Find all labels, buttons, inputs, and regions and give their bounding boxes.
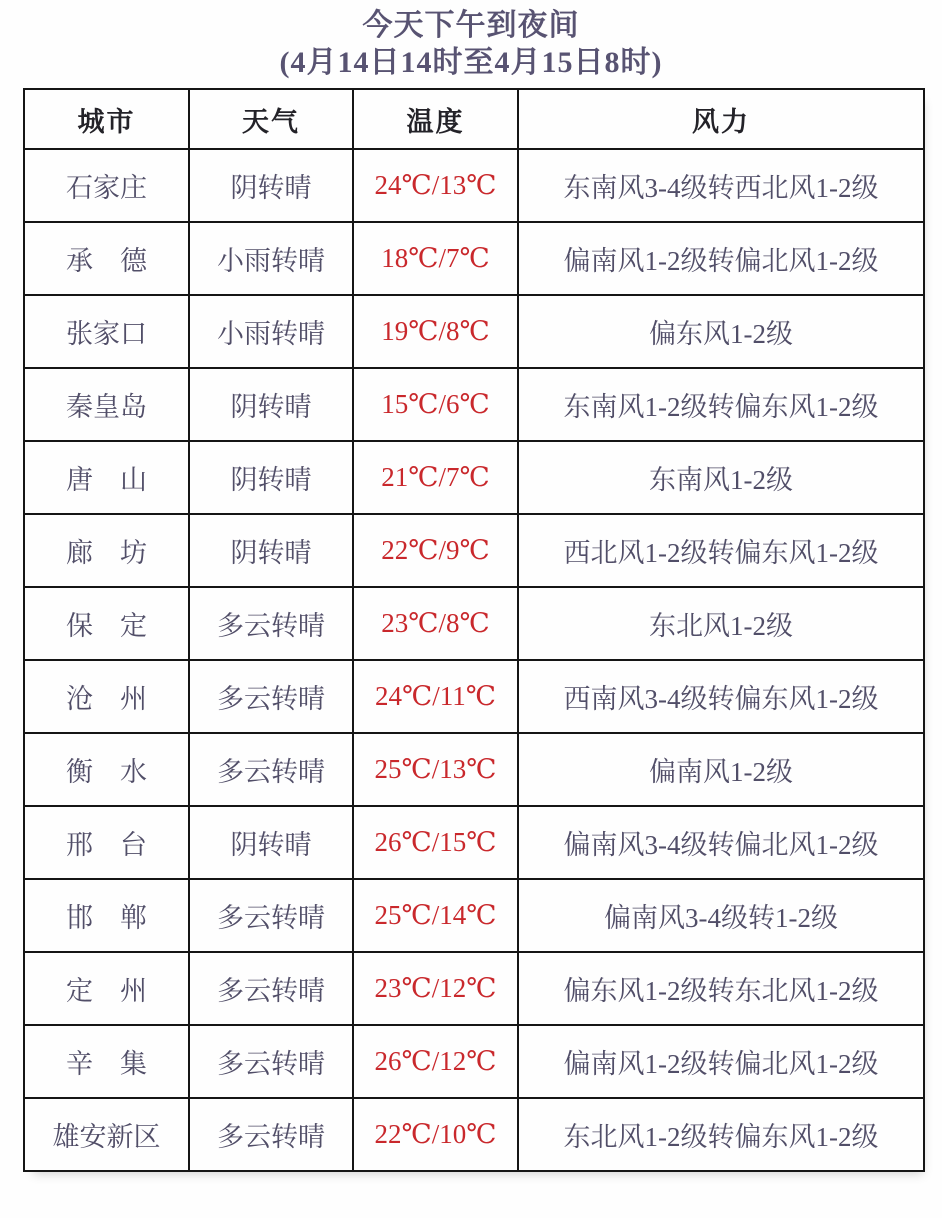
weather-cell: 阴转晴: [189, 441, 353, 514]
table-row: [24, 660, 924, 733]
header-wind: 风力: [518, 89, 924, 149]
table-row: [24, 879, 924, 952]
weather-cell: 阴转晴: [189, 514, 353, 587]
weather-cell: 阴转晴: [189, 368, 353, 441]
weather-cell: 多云转晴: [189, 879, 353, 952]
wind-cell: 偏东风1-2级: [518, 295, 924, 368]
table-row: [24, 149, 924, 222]
city-cell: 雄安新区: [24, 1098, 189, 1171]
table-row: [24, 514, 924, 587]
weather-cell: 多云转晴: [189, 952, 353, 1025]
wind-cell: 偏南风3-4级转偏北风1-2级: [518, 806, 924, 879]
temperature-cell: 24℃/11℃: [353, 660, 518, 733]
weather-cell: 小雨转晴: [189, 295, 353, 368]
wind-cell: 偏东风1-2级转东北风1-2级: [518, 952, 924, 1025]
table-row: [24, 1098, 924, 1171]
temperature-cell: 23℃/12℃: [353, 952, 518, 1025]
weather-forecast-table: [23, 88, 925, 1172]
page-title: [0, 8, 942, 82]
wind-cell: 东南风1-2级: [518, 441, 924, 514]
wind-cell: 西南风3-4级转偏东风1-2级: [518, 660, 924, 733]
city-cell: 唐 山: [24, 441, 189, 514]
city-cell: 邢 台: [24, 806, 189, 879]
city-cell: 张家口: [24, 295, 189, 368]
weather-cell: 多云转晴: [189, 660, 353, 733]
city-cell: 承 德: [24, 222, 189, 295]
weather-cell: 多云转晴: [189, 587, 353, 660]
city-cell: 廊 坊: [24, 514, 189, 587]
table-row: [24, 806, 924, 879]
table-row: [24, 952, 924, 1025]
temperature-cell: 19℃/8℃: [353, 295, 518, 368]
weather-cell: 多云转晴: [189, 1025, 353, 1098]
wind-cell: 偏南风1-2级: [518, 733, 924, 806]
city-cell: 石家庄: [24, 149, 189, 222]
temperature-cell: 23℃/8℃: [353, 587, 518, 660]
city-cell: 定 州: [24, 952, 189, 1025]
temperature-cell: 22℃/9℃: [353, 514, 518, 587]
header-weather: 天气: [189, 89, 353, 149]
title-line1: 今天下午到夜间: [362, 9, 580, 42]
temperature-cell: 26℃/12℃: [353, 1025, 518, 1098]
weather-cell: 阴转晴: [189, 149, 353, 222]
wind-cell: 西北风1-2级转偏东风1-2级: [518, 514, 924, 587]
city-cell: 保 定: [24, 587, 189, 660]
table-row: [24, 587, 924, 660]
temperature-cell: 24℃/13℃: [353, 149, 518, 222]
temperature-cell: 15℃/6℃: [353, 368, 518, 441]
wind-cell: 东南风1-2级转偏东风1-2级: [518, 368, 924, 441]
city-cell: 沧 州: [24, 660, 189, 733]
table-row: [24, 441, 924, 514]
temperature-cell: 18℃/7℃: [353, 222, 518, 295]
table-row: [24, 1025, 924, 1098]
temperature-cell: 26℃/15℃: [353, 806, 518, 879]
header-temperature: 温度: [353, 89, 518, 149]
city-cell: 秦皇岛: [24, 368, 189, 441]
weather-cell: 阴转晴: [189, 806, 353, 879]
wind-cell: 东北风1-2级: [518, 587, 924, 660]
weather-table-body: [24, 149, 924, 1171]
wind-cell: 偏南风3-4级转1-2级: [518, 879, 924, 952]
city-cell: 衡 水: [24, 733, 189, 806]
table-row: [24, 295, 924, 368]
temperature-cell: 21℃/7℃: [353, 441, 518, 514]
wind-cell: 偏南风1-2级转偏北风1-2级: [518, 222, 924, 295]
table-row: [24, 222, 924, 295]
header-city: 城市: [24, 89, 189, 149]
table-header-row: [24, 89, 924, 149]
weather-cell: 多云转晴: [189, 733, 353, 806]
temperature-cell: 22℃/10℃: [353, 1098, 518, 1171]
table-row: [24, 368, 924, 441]
temperature-cell: 25℃/13℃: [353, 733, 518, 806]
city-cell: 辛 集: [24, 1025, 189, 1098]
table-row: [24, 733, 924, 806]
wind-cell: 偏南风1-2级转偏北风1-2级: [518, 1025, 924, 1098]
weather-cell: 多云转晴: [189, 1098, 353, 1171]
temperature-cell: 25℃/14℃: [353, 879, 518, 952]
wind-cell: 东南风3-4级转西北风1-2级: [518, 149, 924, 222]
weather-cell: 小雨转晴: [189, 222, 353, 295]
title-line2: (4月14日14时至4月15日8时): [279, 45, 663, 79]
wind-cell: 东北风1-2级转偏东风1-2级: [518, 1098, 924, 1171]
city-cell: 邯 郸: [24, 879, 189, 952]
